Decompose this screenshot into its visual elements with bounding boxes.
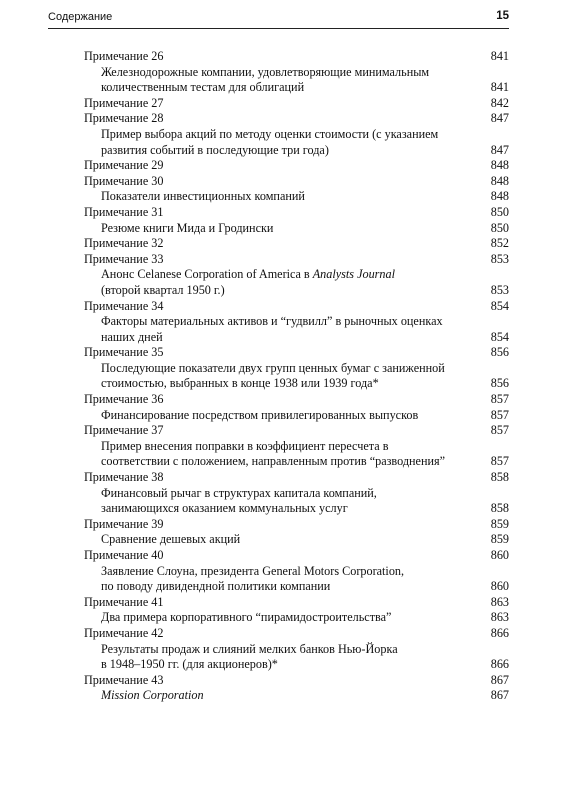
toc-entry-title: стоимостью, выбранных в конце 1938 или 1939 года*	[101, 376, 379, 391]
toc-entry-title: Показатели инвестиционных компаний	[101, 189, 305, 204]
toc-entry-title: занимающихся оказанием коммунальных услуг	[101, 501, 348, 516]
toc-page-number: 850	[490, 220, 509, 235]
toc-page-number: 841	[490, 49, 509, 63]
toc-note-entry	[0, 96, 574, 112]
toc-subentry-line	[0, 579, 574, 595]
toc-entry-title: развития событий в последующие три года)	[101, 142, 329, 157]
toc-entry-title: Пример внесения поправки в коэффициент пересчета в	[101, 438, 389, 453]
toc-page-number: 841	[490, 80, 509, 95]
toc-subentry-line	[0, 408, 574, 424]
toc-page-number: 866	[490, 625, 509, 640]
toc-subentry-line	[0, 221, 574, 237]
toc-entry-title: Заявление Слоуна, президента General Motors Corporation,	[101, 563, 405, 578]
toc-subentry-line	[0, 642, 574, 658]
toc-page-number: 857	[490, 407, 509, 422]
toc-page-number: 858	[490, 501, 509, 516]
toc-entry-title: Примечание 30	[84, 173, 164, 188]
toc-note-entry	[0, 174, 574, 190]
toc-page-number: 848	[490, 189, 509, 204]
toc-entry-title: в 1948–1950 гг. (для акционеров)*	[101, 657, 278, 672]
toc-subentry-line	[0, 376, 574, 392]
toc-entry-title: Примечание 41	[84, 594, 164, 609]
toc-entry-title: Примечание 43	[84, 672, 164, 687]
toc-note-entry	[0, 236, 574, 252]
toc-note-entry	[0, 299, 574, 315]
toc-entry-title: Примечание 27	[84, 95, 164, 110]
toc-page-number: 857	[490, 423, 509, 438]
toc-page-number: 863	[490, 594, 509, 609]
toc-subentry-line	[0, 143, 574, 159]
toc-entry-title: Mission Corporation	[101, 688, 204, 703]
toc-page-number: 850	[490, 204, 509, 219]
toc-note-entry	[0, 252, 574, 268]
toc-subentry-line	[0, 127, 574, 143]
running-header	[48, 10, 509, 29]
toc-entry-title: Финансирование посредством привилегированных выпусков	[101, 407, 419, 422]
toc-subentry-line	[0, 486, 574, 502]
toc-entry-title: Примечание 32	[84, 236, 164, 251]
toc-note-entry	[0, 673, 574, 689]
toc-entry-title: (второй квартал 1950 г.)	[101, 282, 225, 297]
toc-entry-title: Примечание 42	[84, 625, 164, 640]
toc-subentry-line	[0, 610, 574, 626]
section-title: Содержание	[48, 11, 113, 23]
toc-note-entry	[0, 111, 574, 127]
toc-entry-title: Два примера корпоративного “пирамидостроительства”	[101, 610, 392, 625]
toc-entry-title: Факторы материальных активов и “гудвилл” в рыночных оценках	[101, 314, 443, 329]
toc-page-number: 857	[490, 392, 509, 407]
toc-page-number: 842	[490, 95, 509, 110]
toc-entry-title: количественным тестам для облигаций	[101, 80, 305, 95]
toc-page-number: 847	[490, 142, 509, 157]
toc-entry-title: Пример выбора акций по методу оценки стоимости (с указанием	[101, 126, 439, 141]
toc-page-number: 856	[490, 345, 509, 360]
toc-entry-title: Примечание 34	[84, 298, 164, 313]
toc-entry-title: Примечание 39	[84, 516, 164, 531]
toc-page-number: 867	[490, 672, 509, 687]
toc-subentry-line	[0, 439, 574, 455]
toc-subentry-line	[0, 657, 574, 673]
toc-entry-title: соответствии с положением, направленным против “разводнения”	[101, 454, 446, 469]
toc-entry-title: Резюме книги Мида и Гродински	[101, 220, 274, 235]
toc-note-entry	[0, 423, 574, 439]
toc-entry-title: Примечание 33	[84, 251, 164, 266]
toc-page-number: 853	[490, 251, 509, 266]
toc-entry-title: Примечание 28	[84, 111, 164, 126]
toc-page-number: 848	[490, 173, 509, 188]
toc-page-number: 857	[490, 454, 509, 469]
toc-page-number: 852	[490, 236, 509, 251]
toc-subentry-line	[0, 501, 574, 517]
toc-entry-title: Железнодорожные компании, удовлетворяющие минимальным	[101, 64, 430, 79]
toc-note-entry	[0, 626, 574, 642]
toc-subentry-line	[0, 688, 574, 704]
toc-subentry-line	[0, 454, 574, 470]
toc-entry-title: Примечание 40	[84, 548, 164, 562]
toc-subentry-line	[0, 532, 574, 548]
toc-note-entry	[0, 548, 574, 564]
toc-entry-title: Примечание 29	[84, 158, 164, 173]
toc-note-entry	[0, 517, 574, 533]
toc-subentry-line	[0, 65, 574, 81]
toc-page-number: 854	[490, 298, 509, 313]
toc-entry-title: по поводу дивидендной политики компании	[101, 579, 331, 594]
toc-note-entry	[0, 595, 574, 611]
toc-subentry-line	[0, 314, 574, 330]
toc-page-number: 853	[490, 282, 509, 297]
toc-entry-title: Примечание 37	[84, 423, 164, 438]
toc-subentry-line	[0, 283, 574, 299]
toc-entry-italic-part: Analysts Journal	[312, 267, 395, 282]
toc-subentry-line	[0, 80, 574, 96]
toc-page-number: 859	[490, 532, 509, 547]
toc-page-number: 854	[490, 329, 509, 344]
table-of-contents	[0, 49, 574, 704]
toc-note-entry	[0, 158, 574, 174]
toc-page-number: 866	[490, 657, 509, 672]
page-number: 15	[496, 10, 509, 22]
toc-entry-title: Примечание 35	[84, 345, 164, 360]
toc-page-number: 860	[490, 548, 509, 562]
toc-entry-title: Примечание 38	[84, 470, 164, 485]
toc-entry-title: Результаты продаж и слияний мелких банков Нью-Йорка	[101, 641, 398, 656]
toc-entry-title: Финансовый рычаг в структурах капитала компаний,	[101, 485, 377, 500]
toc-entry-title: Последующие показатели двух групп ценных бумаг с заниженной	[101, 360, 445, 375]
toc-note-entry	[0, 392, 574, 408]
toc-page-number: 847	[490, 111, 509, 126]
toc-subentry-line	[0, 267, 574, 283]
toc-page-number: 867	[490, 688, 509, 703]
toc-note-entry	[0, 205, 574, 221]
toc-entry-title: наших дней	[101, 329, 163, 344]
toc-note-entry	[0, 49, 574, 65]
toc-entry-title: Анонс Celanese Corporation of America в Analysts Journal	[101, 267, 395, 282]
toc-page-number: 858	[490, 470, 509, 485]
toc-page-number: 860	[490, 579, 509, 594]
toc-subentry-line	[0, 564, 574, 580]
toc-page-number: 863	[490, 610, 509, 625]
toc-subentry-line	[0, 330, 574, 346]
toc-entry-title: Сравнение дешевых акций	[101, 532, 241, 547]
toc-page-number: 856	[490, 376, 509, 391]
toc-note-entry	[0, 345, 574, 361]
toc-note-entry	[0, 470, 574, 486]
toc-entry-title: Примечание 26	[84, 49, 164, 63]
toc-page-number: 859	[490, 516, 509, 531]
toc-subentry-line	[0, 361, 574, 377]
toc-page-number: 848	[490, 158, 509, 173]
toc-entry-title: Примечание 36	[84, 392, 164, 407]
toc-entry-title: Примечание 31	[84, 204, 164, 219]
toc-subentry-line	[0, 189, 574, 205]
